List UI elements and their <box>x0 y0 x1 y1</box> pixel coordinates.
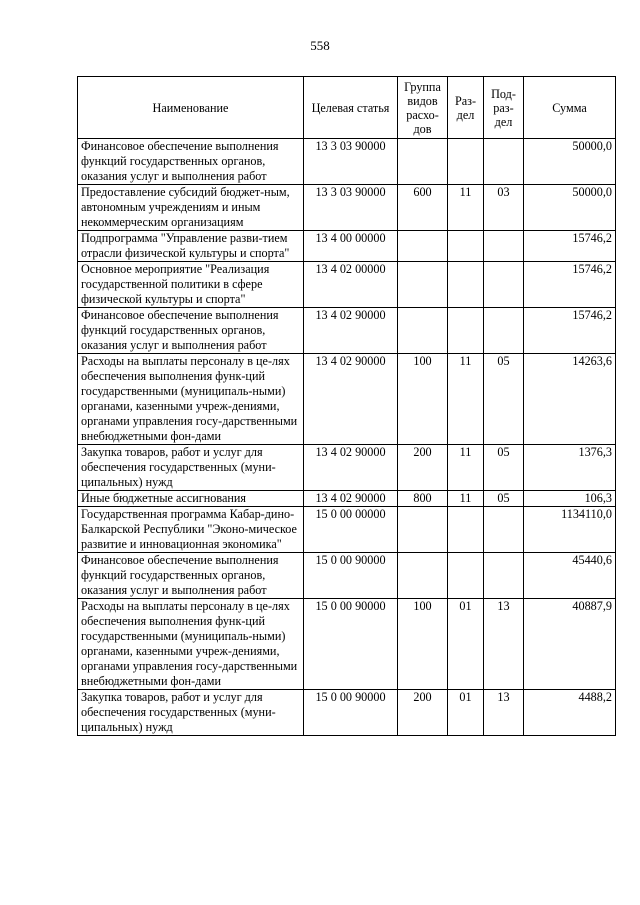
header-section: Раз-дел <box>448 77 484 139</box>
cell-section <box>448 139 484 185</box>
table-row <box>78 445 616 491</box>
cell-sum: 45440,6 <box>524 553 616 599</box>
cell-target: 13 3 03 90000 <box>304 185 398 231</box>
cell-name: Иные бюджетные ассигнования <box>78 491 304 507</box>
cell-subsection <box>484 231 524 262</box>
cell-sum: 50000,0 <box>524 185 616 231</box>
cell-name: Расходы на выплаты персоналу в це-лях обеспечения выполнения функ-ций государственными (муниципаль-ными) органами, казенными учреж-дениями, органами управления госу-дарственными внебюджетными фон-дами <box>78 599 304 690</box>
cell-section <box>448 553 484 599</box>
table-row <box>78 491 616 507</box>
table-row <box>78 262 616 308</box>
cell-subsection <box>484 308 524 354</box>
cell-sum: 40887,9 <box>524 599 616 690</box>
cell-target: 13 4 02 90000 <box>304 308 398 354</box>
cell-section: 11 <box>448 185 484 231</box>
cell-name: Предоставление субсидий бюджет-ным, автономным учреждениям и иным некоммерческим организациям <box>78 185 304 231</box>
header-name: Наименование <box>78 77 304 139</box>
cell-section <box>448 507 484 553</box>
cell-group: 800 <box>398 491 448 507</box>
cell-name: Подпрограмма "Управление разви-тием отрасли физической культуры и спорта" <box>78 231 304 262</box>
cell-sum: 14263,6 <box>524 354 616 445</box>
cell-name: Закупка товаров, работ и услуг для обеспечения государственных (муни-ципальных) нужд <box>78 445 304 491</box>
cell-subsection: 13 <box>484 599 524 690</box>
cell-section: 11 <box>448 445 484 491</box>
cell-group <box>398 507 448 553</box>
cell-sum: 50000,0 <box>524 139 616 185</box>
cell-subsection: 05 <box>484 445 524 491</box>
cell-section <box>448 308 484 354</box>
cell-subsection <box>484 262 524 308</box>
table-row <box>78 139 616 185</box>
table-row <box>78 354 616 445</box>
table-row <box>78 599 616 690</box>
cell-subsection: 03 <box>484 185 524 231</box>
cell-target: 13 4 02 00000 <box>304 262 398 308</box>
cell-sum: 15746,2 <box>524 308 616 354</box>
cell-group <box>398 308 448 354</box>
cell-target: 15 0 00 90000 <box>304 599 398 690</box>
cell-subsection: 05 <box>484 491 524 507</box>
page-number: 558 <box>310 38 330 53</box>
cell-name: Финансовое обеспечение выполнения функций государственных органов, оказания услуг и выполнения работ <box>78 139 304 185</box>
cell-subsection: 13 <box>484 690 524 736</box>
cell-section: 01 <box>448 690 484 736</box>
cell-sum: 106,3 <box>524 491 616 507</box>
cell-subsection <box>484 553 524 599</box>
cell-group <box>398 139 448 185</box>
cell-subsection <box>484 139 524 185</box>
cell-group <box>398 231 448 262</box>
table-row <box>78 185 616 231</box>
cell-section: 11 <box>448 491 484 507</box>
cell-target: 15 0 00 00000 <box>304 507 398 553</box>
cell-group: 200 <box>398 690 448 736</box>
table-row <box>78 690 616 736</box>
cell-target: 15 0 00 90000 <box>304 553 398 599</box>
header-target: Целевая статья <box>304 77 398 139</box>
cell-subsection: 05 <box>484 354 524 445</box>
cell-group: 200 <box>398 445 448 491</box>
header-group: Группа видов расхо-дов <box>398 77 448 139</box>
cell-subsection <box>484 507 524 553</box>
cell-name: Расходы на выплаты персоналу в це-лях обеспечения выполнения функ-ций государственными (муниципаль-ными) органами, казенными учреж-дениями, органами управления госу-дарственными внебюджетными фон-дами <box>78 354 304 445</box>
header-sum: Сумма <box>524 77 616 139</box>
table-row <box>78 231 616 262</box>
cell-name: Закупка товаров, работ и услуг для обеспечения государственных (муни-ципальных) нужд <box>78 690 304 736</box>
cell-sum: 15746,2 <box>524 231 616 262</box>
cell-name: Финансовое обеспечение выполнения функций государственных органов, оказания услуг и выполнения работ <box>78 553 304 599</box>
cell-target: 13 4 02 90000 <box>304 445 398 491</box>
cell-name: Государственная программа Кабар-дино-Балкарской Республики "Эконо-мическое развитие и инновационная экономика" <box>78 507 304 553</box>
cell-group: 100 <box>398 599 448 690</box>
table-row <box>78 507 616 553</box>
cell-target: 13 4 02 90000 <box>304 354 398 445</box>
cell-group <box>398 553 448 599</box>
cell-name: Финансовое обеспечение выполнения функций государственных органов, оказания услуг и выполнения работ <box>78 308 304 354</box>
cell-group: 100 <box>398 354 448 445</box>
cell-target: 13 3 03 90000 <box>304 139 398 185</box>
cell-section <box>448 231 484 262</box>
cell-sum: 15746,2 <box>524 262 616 308</box>
cell-section: 11 <box>448 354 484 445</box>
table-row <box>78 553 616 599</box>
cell-section: 01 <box>448 599 484 690</box>
cell-target: 15 0 00 90000 <box>304 690 398 736</box>
cell-sum: 4488,2 <box>524 690 616 736</box>
header-row <box>78 77 616 139</box>
cell-sum: 1134110,0 <box>524 507 616 553</box>
cell-group: 600 <box>398 185 448 231</box>
budget-table <box>77 76 616 736</box>
cell-section <box>448 262 484 308</box>
cell-name: Основное мероприятие "Реализация государственной политики в сфере физической культуры и спорта" <box>78 262 304 308</box>
cell-group <box>398 262 448 308</box>
cell-target: 13 4 02 90000 <box>304 491 398 507</box>
header-subsection: Под-раз-дел <box>484 77 524 139</box>
cell-target: 13 4 00 00000 <box>304 231 398 262</box>
cell-sum: 1376,3 <box>524 445 616 491</box>
table-row <box>78 308 616 354</box>
table-body <box>78 139 616 736</box>
